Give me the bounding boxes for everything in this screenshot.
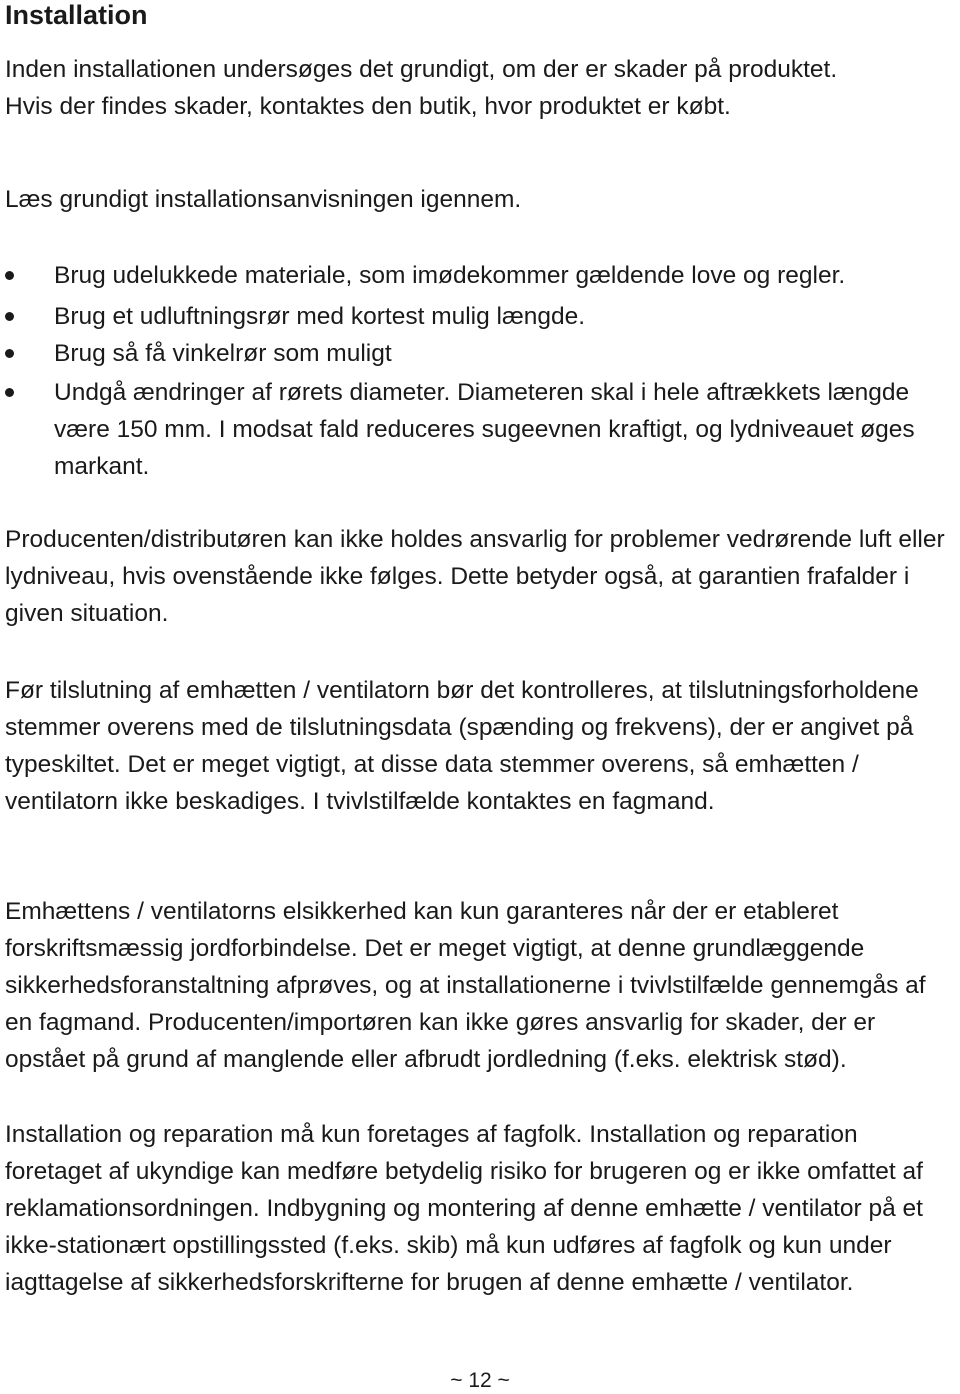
bullet-icon <box>5 312 14 321</box>
safety-paragraph: Emhættens / ventilatorns elsikkerhed kan kun garanteres når der er etableret forskriftsmæssig jordforbindelse. Det er meget vigtigt, at denne grundlæggende sikkerhedsforanstaltning afprøves, og at installationerne i tvivlstilfælde gennemgås af en fagmand. Producenten/importøren kan ikke gøres ansvarlig for skader, der er opstået på grund af manglende eller afbrudt jordledning (f.eks. elektrisk stød). <box>5 898 926 1073</box>
list-item-text: Undgå ændringer af rørets diameter. Diameteren skal i hele aftrækkets længde være 150 mm. I modsat fald reduceres sugeevnen kraftigt, og lydniveauet øges markant. <box>54 379 915 480</box>
list-item <box>5 374 955 485</box>
list-item-text: Brug udelukkede materiale, som imødekommer gældende love og regler. <box>54 262 846 289</box>
section-heading: Installation <box>5 0 148 30</box>
bullet-icon <box>5 388 14 397</box>
liability-paragraph: Producenten/distributøren kan ikke holdes ansvarlig for problemer vedrørende luft eller lydniveau, hvis ovenstående ikke følges. Dette betyder også, at garantien frafalder i given situation. <box>5 526 945 627</box>
list-item-text: Brug så få vinkelrør som muligt <box>54 340 392 367</box>
list-item <box>5 298 955 335</box>
professional-install-paragraph: Installation og reparation må kun foretages af fagfolk. Installation og reparation foretaget af ukyndige kan medføre betydelig risiko for brugeren og er ikke omfattet af reklamationsordningen. Indbygning og montering af denne emhætte / ventilator på et ikke-stationært opstillingssted (f.eks. skib) må kun udføres af fagfolk og kun under iagttagelse af sikkerhedsforskrifterne for brugen af denne emhætte / ventilator. <box>5 1121 923 1296</box>
read-instructions-paragraph: Læs grundigt installationsanvisningen igennem. <box>5 186 522 213</box>
page-number: ~ 12 ~ <box>450 1369 510 1392</box>
list-item <box>5 257 955 294</box>
bullet-icon <box>5 271 14 280</box>
list-item-text: Brug et udluftningsrør med kortest mulig længde. <box>54 303 586 330</box>
installation-bullet-list <box>5 257 955 485</box>
bullet-icon <box>5 349 14 358</box>
list-item <box>5 335 955 372</box>
intro-line-1: Inden installationen undersøges det grundigt, om der er skader på produktet. <box>5 56 838 83</box>
connection-check-paragraph: Før tilslutning af emhætten / ventilatorn bør det kontrolleres, at tilslutningsforholdene stemmer overens med de tilslutningsdata (spænding og frekvens), der er angivet på typeskiltet. Det er meget vigtigt, at disse data stemmer overens, så emhætten / ventilatorn ikke beskadiges. I tvivlstilfælde kontaktes en fagmand. <box>5 677 919 815</box>
intro-line-2: Hvis der findes skader, kontaktes den butik, hvor produktet er købt. <box>5 93 731 120</box>
intro-paragraph <box>5 51 955 125</box>
